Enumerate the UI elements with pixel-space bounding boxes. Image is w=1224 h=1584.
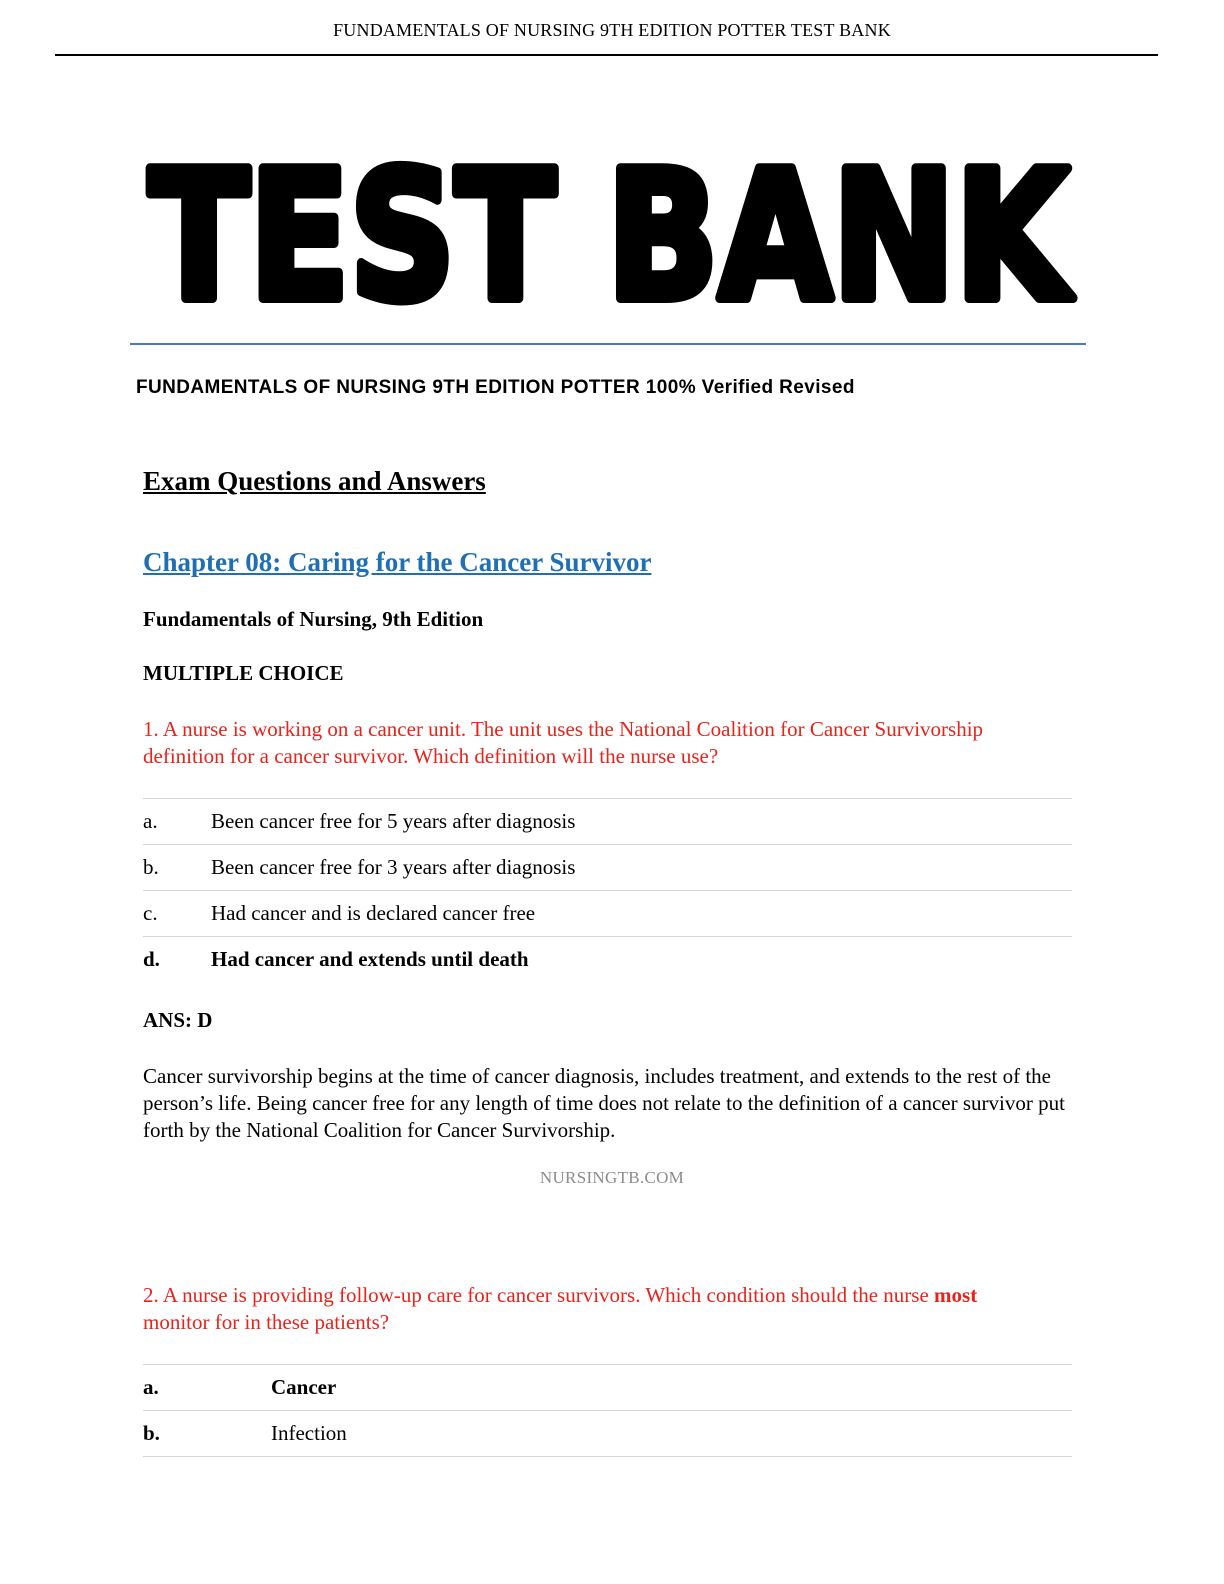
option-letter: b.: [143, 855, 159, 879]
option-text: Had cancer and is declared cancer free: [211, 901, 536, 925]
option-text: Cancer: [271, 1375, 337, 1399]
option-letter: a.: [143, 1375, 159, 1399]
option-text: Been cancer free for 5 years after diagnosis: [211, 809, 576, 833]
banner-text: TEST BANK: [149, 133, 1075, 340]
option-row: [143, 1411, 1072, 1457]
header-divider: [55, 54, 1158, 56]
option-letter: b.: [143, 1421, 160, 1445]
question-2-options: [143, 1364, 1072, 1457]
banner-divider: [130, 343, 1086, 345]
running-header: FUNDAMENTALS OF NURSING 9TH EDITION POTTER TEST BANK: [333, 20, 891, 40]
question-2-text-end: monitor for in these patients?: [143, 1310, 390, 1334]
banner-graphic: [134, 133, 1084, 340]
book-edition-line: Fundamentals of Nursing, 9th Edition: [143, 607, 484, 631]
answer-key: ANS: D: [143, 1008, 213, 1032]
watermark: NURSINGTB.COM: [539, 1168, 685, 1187]
option-text: Been cancer free for 3 years after diagnosis: [211, 855, 576, 879]
answer-rationale: Cancer survivorship begins at the time of cancer diagnosis, includes treatment, and extends to the rest of the person’s life. Being cancer free for any length of time does not relate to the definition of a cancer survivor put forth by the National Coalition for Cancer Survivorship.: [143, 1064, 1065, 1142]
option-text: Infection: [271, 1421, 347, 1445]
question-2-emphasis: most: [934, 1283, 978, 1307]
chapter-title-link[interactable]: Chapter 08: Caring for the Cancer Survivor: [143, 547, 652, 577]
option-row: [143, 891, 1072, 937]
test-bank-banner: [134, 133, 1084, 340]
question-1-stem: 1. A nurse is working on a cancer unit. The unit uses the National Coalition for Cancer Survivorship definition for a cancer survivor. Which definition will the nurse use?: [143, 717, 984, 768]
option-row: [143, 799, 1072, 845]
option-text: Had cancer and extends until death: [211, 947, 529, 971]
section-label: MULTIPLE CHOICE: [143, 661, 344, 685]
option-row: [143, 1365, 1072, 1411]
option-letter: d.: [143, 947, 160, 971]
document-subtitle: FUNDAMENTALS OF NURSING 9TH EDITION POTTER 100% Verified Revised: [136, 377, 855, 398]
option-row-correct: [143, 937, 1072, 982]
exam-title: Exam Questions and Answers: [143, 466, 486, 496]
question-2-stem: [143, 1282, 1023, 1336]
option-row: [143, 845, 1072, 891]
option-letter: c.: [143, 901, 158, 925]
question-1-options: [143, 798, 1072, 982]
option-letter: a.: [143, 809, 158, 833]
question-2-text-start: 2. A nurse is providing follow-up care for cancer survivors. Which condition should the nurse: [143, 1283, 935, 1307]
